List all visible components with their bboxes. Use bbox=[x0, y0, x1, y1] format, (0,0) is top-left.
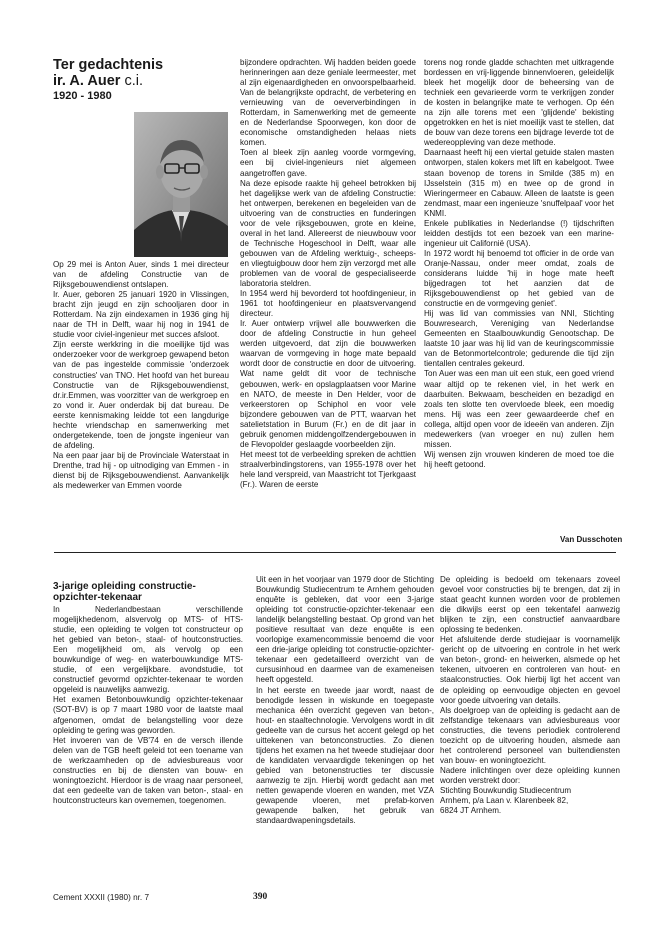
paragraph: Ir. Auer, geboren 25 januari 1920 in Vlissingen, bracht zijn jeugd en zijn schooljaren door in Rotterdam. Na zijn eindexamen in 1936 ging hij naar de TH in Delft, waar hij nog in 1941 de studie voor civiel-ingenieur met succes afsloot. bbox=[53, 290, 229, 340]
paragraph: Nadere inlichtingen over deze opleiding kunnen worden verstrekt door: bbox=[440, 765, 620, 785]
title-line-1: Ter gedachtenis bbox=[53, 57, 164, 73]
title-years: 1920 - 1980 bbox=[53, 90, 112, 102]
article1-column-3 bbox=[424, 58, 614, 470]
paragraph: Hij was lid van commissies van NNI, Stichting Bouwresearch, Vereniging van Nederlandse Gemeenten en Staalbouwkundig Genootschap. De laatste 10 jaar was hij lid van de keuringscommissie van de Betonmortelcontrole; gedurende die tijd zijn tientallen centrales gekeurd. bbox=[424, 309, 614, 369]
paragraph: Enkele publikaties in Nederlandse (!) tijdschriften leidden destijds tot een bezoek van een marine-ingenieur uit Californië (USA). bbox=[424, 218, 614, 248]
journal-footer: Cement XXXII (1980) nr. 7 bbox=[53, 893, 150, 902]
paragraph: Daarnaast heeft hij een viertal getuide stalen masten ontworpen, stalen kokers met lift en kabelgoot. Twee staan bovenop de torens in Smilde (385 m) en IJsselstein (315 m) en twee op de grond in Wieringermeer en Cabauw. Alleen de laatste is geen zendmast, maar een ingenieuze 'snuffelpaal' voor het KNMI. bbox=[424, 148, 614, 218]
paragraph: Toen al bleek zijn aanleg voorde vormgeving, een bij civiel-ingenieurs niet algemeen aangetroffen gave. bbox=[240, 148, 416, 178]
article-title bbox=[53, 57, 163, 103]
paragraph: bijzondere opdrachten. Wij hadden beiden goede herinneringen aan deze geniale leermeester, met al zijn eigenaardigheden en onvoorspelbaarheid. Van de belangrijkste opdracht, de verbetering en vernieuwing van de oeververbindingen in Rotterdam, in Samenwerking met de gemeente en de Nederlandse Spoorwegen, kon door de economische omstandigheden helaas niets komen. bbox=[240, 58, 416, 148]
paragraph: Het afsluitende derde studiejaar is voornamelijk gericht op de uitvoering en controle in het werk van beton-, grond- en heiwerken, alsmede op het tekenen, uitvoeren en controleren van hout- en staalconstructies. Ook hierbij ligt het accent van de opleiding op eenvoudige objecten en gevoel voor goede uitvoering van details. bbox=[440, 635, 620, 705]
section-divider bbox=[54, 552, 616, 553]
address: Stichting Bouwkundig Studiecentrum Arnhem, p/a Laan v. Klarenbeek 82, 6824 JT Arnhem. bbox=[440, 785, 572, 816]
paragraph: In 1954 werd hij bevorderd tot hoofdingenieur, in 1961 tot hoofdingenieur en plaatsvervangend directeur. bbox=[240, 289, 416, 319]
paragraph: Ton Auer was een man uit een stuk, een goed vriend waar altijd op te rekenen viel, in het werk en daarbuiten. Bekwaam, bescheiden en bezadigd en zoals ten slotte ten overvloede bleek, een moedig mens. Hij was een zeer gewaardeerde chef en collega, altijd open voor de ideeën van anderen. Zijn medewerkers (van vroeger en nu) zullen hem missen. bbox=[424, 369, 614, 449]
paragraph: Uit een in het voorjaar van 1979 door de Stichting Bouwkundig Studiecentrum te Arnhem gehouden enquête is gebleken, dat voor een 3-jarige opleiding tot constructie-opzichter-tekenaar een landelijk belangstelling bestaat. Op grond van het positieve resultaat van deze enquête is een voorlopige examencommissie benoemd die voor een drie-jarige opleiding tot constructie-opzichter-tekenaar een gedetailleerd overzicht van de cursusinhoud en daarmee van de exameneisen heeft opgesteld. bbox=[256, 575, 434, 685]
paragraph: Het meest tot de verbeelding spreken de achttien straalverbindingstorens, van 1955-1978 over het hele land verspreid, van Maastricht tot Tjerkgaast (Fr.). Waren de eerste bbox=[240, 449, 416, 489]
paragraph: Ir. Auer ontwierp vrijwel alle bouwwerken die door de afdeling Constructie in hun geheel werden uitgevoerd, dat zijn die bouwwerken waarvan de vormgeving in hoge mate bepaald wordt door de constructie en door de uitvoering. Wat name geldt dit voor de technische gebouwen, werk- en opslagplaatsen voor Marine en NATO, de meeste in Den Helder, voor de verkeerstoren op Schiphol en voor vele bijzondere gebouwen van de PTT, waarvan het satelietstation in Burum (Fr.) en de dit jaar in gebruik genomen middengolfzendergebouwen in de Flevopolder geslaagde voorbeelden zijn. bbox=[240, 319, 416, 449]
portrait-image bbox=[134, 112, 228, 257]
article2-column-2 bbox=[256, 575, 434, 826]
portrait-photo bbox=[134, 112, 228, 257]
title-suffix: c.i. bbox=[124, 73, 143, 89]
paragraph: Het examen Betonbouwkundig opzichter-tekenaar (SOT-BV) is op 7 maart 1980 voor de laatste maal afgenomen, omdat de belangstelling voor deze opleiding te gering was geworden. bbox=[53, 695, 243, 735]
article2-heading bbox=[53, 581, 243, 603]
heading-line-1: 3-jarige opleiding constructie- bbox=[53, 581, 196, 592]
paragraph: De opleiding is bedoeld om tekenaars zoveel gevoel voor constructies bij te brengen, dat zij in staat geacht kunnen worden voor de problemen die dikwijls eerst op een tekentafel aanwezig blijken te zijn, een constructief aanvaardbare oplossing te bedenken. bbox=[440, 575, 620, 635]
title-line-2: ir. A. Auer bbox=[53, 73, 121, 89]
paragraph: Het invoeren van de VB'74 en de versch illende delen van de TGB heeft geleid tot een toename van de werkzaamheden op de adviesbureaus voor constructies en bij de diensten van bouw- en woningtoezicht. Hierdoor is de vraag naar personeel, dat een gedeelte van de taken van beton-, staal- en houtconstructeurs kan overnemen, toegenomen. bbox=[53, 735, 243, 805]
article1-column-2 bbox=[240, 58, 416, 490]
paragraph: Wij wensen zijn vrouwen kinderen de moed toe die hij heeft getoond. bbox=[424, 449, 614, 469]
paragraph: torens nog ronde gladde schachten met uitkragende bordessen en vrij-liggende binnenvloeren, geleidelijk bleek het mogelijk door de beheersing van de techniek een gevarieerde vorm te verkrijgen zonder de kosten in belangrijke mate te verhogen. Op één na zijn alle torens met een 'glijdende' bekisting opgetrokken en het is niet moeilijk vast te stellen, dat de bouw van deze torens een bijdrage leverde tot de wedereoppleving van deze methode. bbox=[424, 58, 614, 148]
paragraph: In het eerste en tweede jaar wordt, naast de benodigde lessen in wiskunde en toegepaste mechanica één overzicht gegeven van beton-, hout- en staaltechnologie. Vervolgens wordt in dit gedeelte van de cursus het accent gelegd op het uittekenen van betonconstructies. Zo dienen tijdens het examen na het tweede studiejaar door de kandidaten vervaardigde tekeningen op het gebied van betonenstructies ter discussie aanwezig te zijn. Hierbij wordt gedacht aan met netten gewapende vloeren en wanden, met VZA gewapende vloeren, met prefab-korven gewapende balken, het gebruik van standaardwapeningsdetails. bbox=[256, 685, 434, 826]
paragraph: In 1972 wordt hij benoemd tot officier in de orde van Oranje-Nassau, onder meer omdat, zoals de considerans luidde 'hij in hoge mate heeft bijgedragen tot het aanzien dat de Rijksgebouwendienst op het gebied van de constructie en de vormgeving geniet'. bbox=[424, 248, 614, 309]
paragraph: Als doelgroep van de opleiding is gedacht aan de zelfstandige tekenaars van adviesbureaus voor constructies, die tevens periodiek controlerend toezicht op de uitvoering houden, alsmede aan het controlerend personeel van buitendiensten van bouw- en woningtoezicht. bbox=[440, 705, 620, 765]
paragraph: Op 29 mei is Anton Auer, sinds 1 mei directeur van de afdeling Constructie van de Rijksgebouwendienst ontslapen. bbox=[53, 260, 229, 290]
article2-column-3 bbox=[440, 575, 620, 816]
heading-line-2: opzichter-tekenaar bbox=[53, 592, 142, 603]
page-number: 390 bbox=[253, 892, 268, 902]
article1-column-1 bbox=[53, 260, 229, 491]
paragraph: In Nederlandbestaan verschillende mogelijkhedenom, alsvervolg op MTS- of HTS-studie, een opleiding te volgen tot constructeur op het gebied van beton-, staal- of houtconstructies. Een mogelijkheid om, als vervolg op een bouwkundige of weg- en waterbouwkundige MTS-studie, of een vergelijkbare. avondstudie, tot constructief gevormd opzichter-tekenaar te worden opgeleid is nauwelijks aanwezig. bbox=[53, 605, 243, 695]
paragraph: Zijn eerste werkkring in die moeilijke tijd was onderzoeker voor de werkgroep gewapend beton van de pas ingestelde commissie 'onderzoek constructies' van TNO. Het hoofd van het bureau Constructie van de Rijksgebouwendienst, dr.ir.Emmen, was voorzitter van de werkgroep en zo vond ir. Auer onderdak bij dat bureau. De eerste kennismaking leidde tot een langdurige hechte vriendschap en samenwerking met ondergetekende, toen de jongste ingenieur van de afdeling. bbox=[53, 340, 229, 450]
paragraph: Na deze episode raakte hij geheel betrokken bij het dagelijkse werk van de afdeling Constructie: het ontwerpen, berekenen en begeleiden van de uitvoering van de constructies en funderingen voor de vele rijksgebouwen, grote en kleine, overal in het land. Allereerst de nieuwbouw voor de Technische Hogeschool in Delft, waar alle gebouwen van de Afdeling werktuig-, scheeps- en vliegtuigbouw door hem zijn verzorgd met alle problemen van de vooral de gespecialiseerde laboratoria steldren. bbox=[240, 178, 416, 289]
paragraph: Na een paar jaar bij de Provinciale Waterstaat in Drenthe, trad hij - op uitnodiging van Emmen - in dienst bij de Rijksgebouwendienst. Aanvankelijk als medewerker van Emmen voorde bbox=[53, 450, 229, 491]
article2-column-1 bbox=[53, 581, 243, 806]
author-signature: Van Dusschoten bbox=[560, 535, 623, 544]
